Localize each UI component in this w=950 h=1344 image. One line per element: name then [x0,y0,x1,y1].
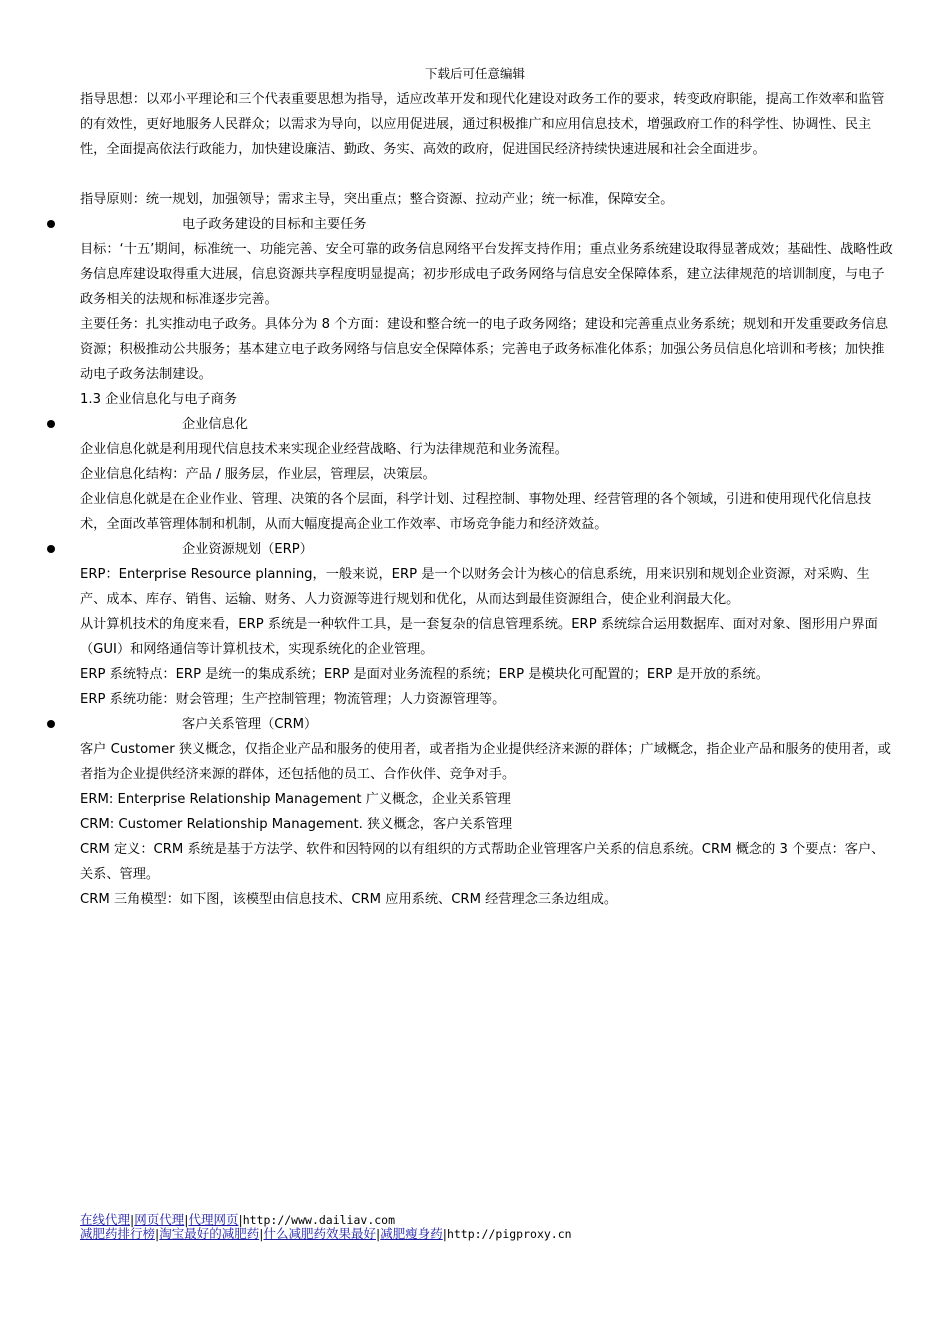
bullet-heading-text: 企业信息化 [182,417,248,432]
bullet-heading-crm [80,712,895,737]
paragraph-guiding-principles: 指导原则：统一规划，加强领导；需求主导，突出重点；整合资源、拉动产业；统一标准，保障安全。 [80,192,674,207]
footer-line-1 [80,1213,572,1227]
paragraph-erp-def: ERP：Enterprise Resource planning，一般来说，ERP 是一个以财务会计为核心的信息系统，用来识别和规划企业资源，对采购、生产、成本、库存、销售、运输、财务、人力资源等进行规划和优化，从而达到最佳资源组合，使企业利润最大化。 [80,567,870,607]
paragraph-erm: ERM: Enterprise Relationship Management 广义概念，企业关系管理 [80,792,511,807]
footer-url: http://www.dailiav.com [242,1213,396,1227]
document-body [80,87,895,912]
bullet-dot-icon [47,220,55,228]
bullet-heading-erp [80,537,895,562]
footer-link[interactable]: 什么减肥药效果最好 [263,1226,376,1241]
paragraph-main-tasks: 主要任务：扎实推动电子政务。具体分为 8 个方面：建设和整合统一的电子政务网络；建设和完善重点业务系统；规划和开发重要政务信息资源；积极推动公共服务；基本建立电子政务网络与信息安全保障体系；完善电子政务标准化体系；加强公务员信息化培训和考核；加快推动电子政务法制建设。 [80,317,889,382]
paragraph-crm-def: CRM 定义：CRM 系统是基于方法学、软件和因特网的以有组织的方式帮助企业管理客户关系的信息系统。CRM 概念的 3 个要点：客户、关系、管理。 [80,842,885,882]
paragraph-goals: 目标：‘十五’期间，标准统一、功能完善、安全可靠的政务信息网络平台发挥支持作用；重点业务系统建设取得显著成效；基础性、战略性政务信息库建设取得重大进展，信息资源共享程度明显提高；初步形成电子政务网络与信息安全保障体系，建立法律规范的培训制度，与电子政务相关的法规和标准逐步完善。 [80,242,893,307]
footer-links [80,1213,572,1241]
footer-line-2 [80,1227,572,1241]
footer-separator: | [442,1226,447,1241]
paragraph-erp-tech: 从计算机技术的角度来看，ERP 系统是一种软件工具，是一套复杂的信息管理系统。ERP 系统综合运用数据库、面对对象、图形用户界面（GUI）和网络通信等计算机技术，实现系统化的企业管理。 [80,617,878,657]
bullet-heading-enterprise-it [80,412,895,437]
paragraph-enterprise-it-detail: 企业信息化就是在企业作业、管理、决策的各个层面，科学计划、过程控制、事物处理、经营管理的各个领域，引进和使用现代化信息技术，全面改革管理体制和机制，从而大幅度提高企业工作效率、市场竞争能力和经济效益。 [80,492,872,532]
bullet-heading-text: 电子政务建设的目标和主要任务 [182,217,367,232]
bullet-dot-icon [47,720,55,728]
bullet-heading-egov [80,212,895,237]
footer-link[interactable]: 代理网页 [188,1212,239,1227]
footer-url: http://pigproxy.cn [446,1227,572,1241]
footer-link[interactable]: 减肥瘦身药 [380,1226,443,1241]
paragraph-crm-triangle: CRM 三角模型：如下图，该模型由信息技术、CRM 应用系统、CRM 经营理念三条边组成。 [80,892,618,907]
footer-link[interactable]: 在线代理 [80,1212,131,1227]
footer-separator: | [238,1212,243,1227]
paragraph-erp-functions: ERP 系统功能：财会管理；生产控制管理；物流管理；人力资源管理等。 [80,692,506,707]
paragraph-crm-abbr: CRM: Customer Relationship Management. 狭义概念，客户关系管理 [80,817,513,832]
paragraph-customer: 客户 Customer 狭义概念，仅指企业产品和服务的使用者，或者指为企业提供经济来源的群体；广域概念，指企业产品和服务的使用者，或者指为企业提供经济来源的群体，还包括他的员工、合作伙伴、竞争对手。 [80,742,891,782]
section-heading-1-3: 1.3 企业信息化与电子商务 [80,392,238,407]
footer-separator: | [155,1226,160,1241]
paragraph-enterprise-it-def: 企业信息化就是利用现代信息技术来实现企业经营战略、行为法律规范和业务流程。 [80,442,568,457]
footer-separator: | [184,1212,189,1227]
footer-link[interactable]: 淘宝最好的减肥药 [159,1226,260,1241]
footer-separator: | [130,1212,135,1227]
footer-link[interactable]: 减肥药排行榜 [80,1226,156,1241]
footer-separator: | [259,1226,264,1241]
paragraph-guiding-thought: 指导思想：以邓小平理论和三个代表重要思想为指导，适应改革开发和现代化建设对政务工作的要求，转变政府职能，提高工作效率和监管的有效性，更好地服务人民群众；以需求为导向，以应用促进展，通过积极推广和应用信息技术，增强政府工作的科学性、协调性、民主性，全面提高依法行政能力，加快建设廉洁、勤政、务实、高效的政府，促进国民经济持续快速进展和社会全面进步。 [80,92,885,157]
page-header: 下载后可任意编辑 [424,66,525,81]
bullet-heading-text: 企业资源规划（ERP） [182,542,313,557]
bullet-heading-text: 客户关系管理（CRM） [182,717,318,732]
paragraph-enterprise-it-structure: 企业信息化结构：产品 / 服务层，作业层，管理层，决策层。 [80,467,436,482]
footer-separator: | [375,1226,381,1241]
bullet-dot-icon [47,545,55,553]
bullet-dot-icon [47,420,55,428]
footer-link[interactable]: 网页代理 [134,1212,185,1227]
blank-line [80,162,895,187]
paragraph-erp-features: ERP 系统特点：ERP 是统一的集成系统；ERP 是面对业务流程的系统；ERP 是模块化可配置的；ERP 是开放的系统。 [80,667,769,682]
